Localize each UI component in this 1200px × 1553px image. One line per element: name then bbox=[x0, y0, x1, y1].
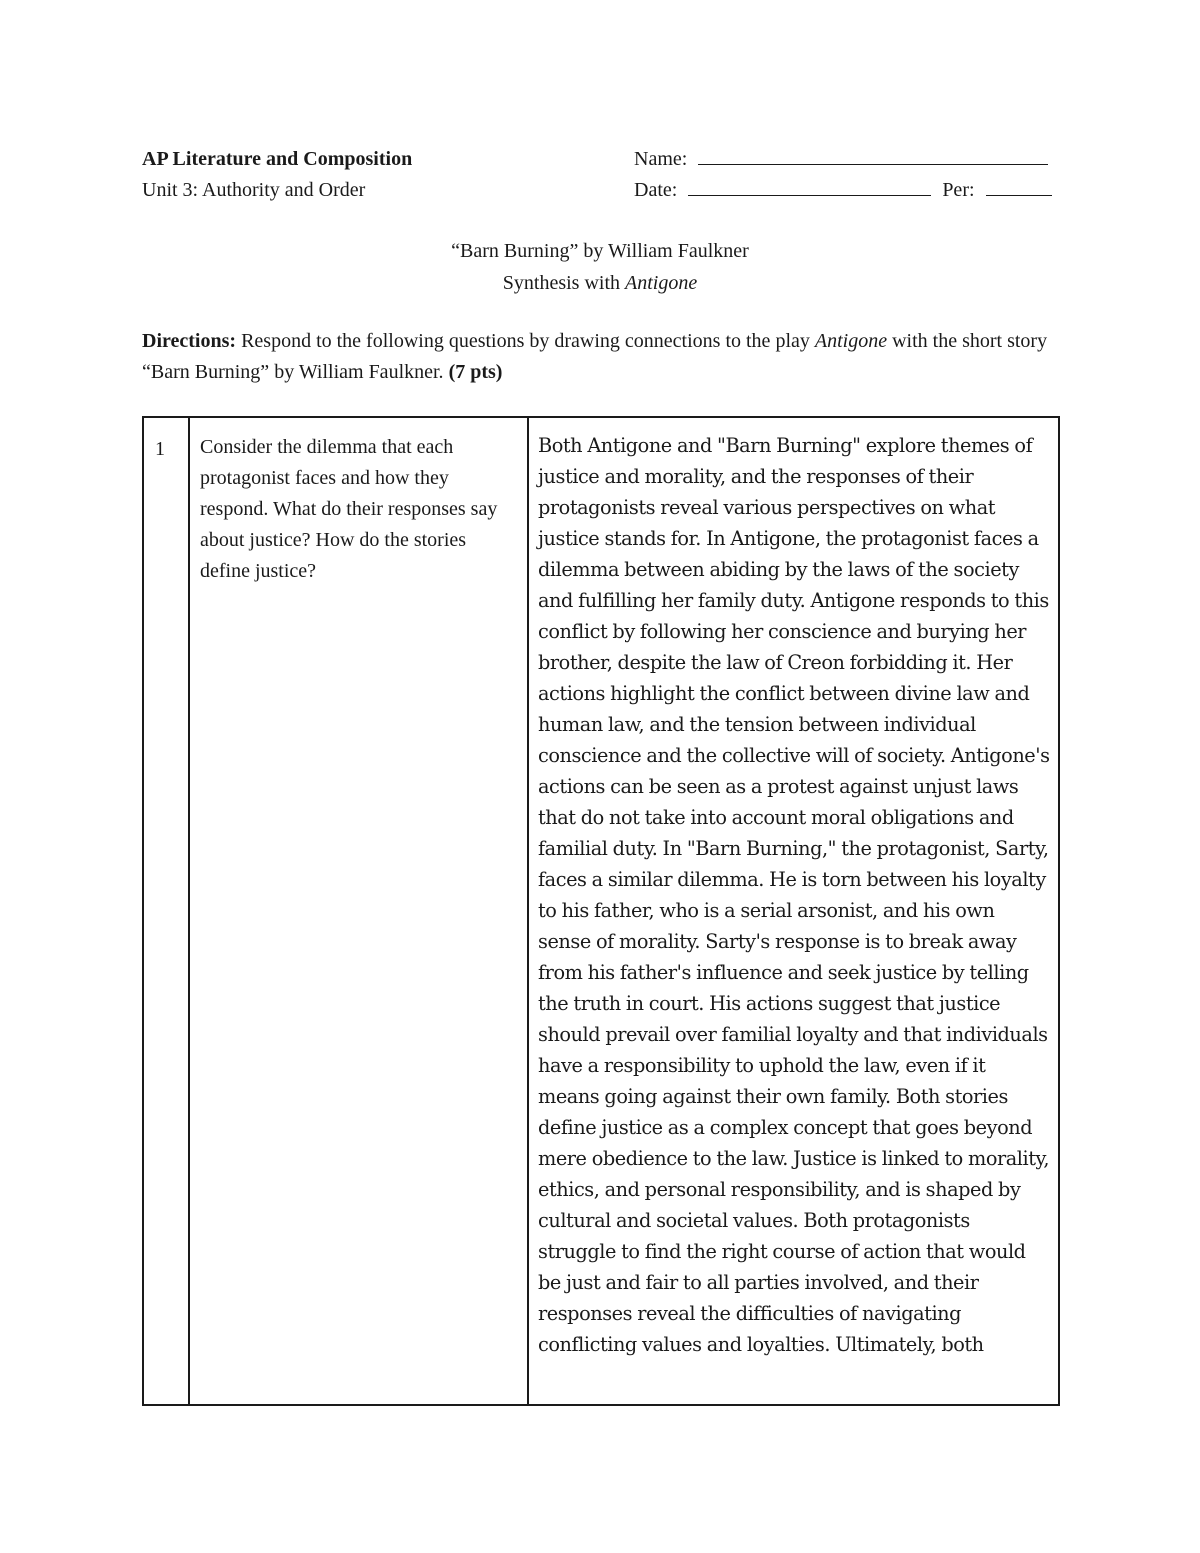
course-title: AP Literature and Composition bbox=[142, 148, 413, 170]
column-divider-2 bbox=[527, 418, 529, 1404]
name-field[interactable] bbox=[698, 146, 1048, 165]
directions-text-1: Respond to the following questions by drawing connections to the play bbox=[236, 330, 815, 352]
directions-text-2: with the short story “Barn Burning” by William Faulkner. bbox=[142, 330, 1048, 383]
period-label: Per: bbox=[942, 179, 975, 201]
directions-play-title: Antigone bbox=[814, 330, 888, 352]
directions-points: (7 pts) bbox=[448, 361, 503, 383]
assignment-title bbox=[0, 235, 1200, 299]
answer-text[interactable]: Both Antigone and "Barn Burning" explore themes of justice and morality, and the responses of their protagonists reveal various perspectives on what justice stands for. In Antigone, the protagonist faces a dilemma between abiding by the laws of the society and fulfilling her family duty. Antigone responds to this conflict by following her conscience and burying her brother, despite the law of Creon forbidding it. Her actions highlight the conflict between divine law and human law, and the tension between individual conscience and the collective will of society. Antigone's actions can be seen as a protest against unjust laws that do not take into account moral obligations and familial duty. In "Barn Burning," the protagonist, Sarty, faces a similar dilemma. He is torn between his loyalty to his father, who is a serial arsonist, and his own sense of morality. Sarty's response is to break away from his father's influence and seek justice by telling the truth in court. His actions suggest that justice should prevail over familial loyalty and that individuals have a responsibility to uphold the law, even if it means going against their own family. Both stories define justice as a complex concept that goes beyond mere obedience to the law. Justice is linked to morality, ethics, and personal responsibility, and is shaped by cultural and societal values. Both protagonists struggle to find the right course of action that would be just and fair to all parties involved, and their responses reveal the difficulties of navigating conflicting values and loyalties. Ultimately, both bbox=[538, 434, 1050, 1356]
column-divider-1 bbox=[188, 418, 190, 1404]
question-table bbox=[142, 416, 1060, 1406]
course-header bbox=[142, 144, 412, 206]
name-line bbox=[634, 144, 1052, 175]
date-field[interactable] bbox=[688, 177, 931, 196]
student-info bbox=[634, 144, 1052, 206]
title-line-2-play: Antigone bbox=[625, 272, 698, 294]
date-period-line bbox=[634, 175, 1052, 206]
directions-label: Directions: bbox=[142, 330, 237, 352]
date-label: Date: bbox=[634, 179, 678, 201]
question-text: Consider the dilemma that each protagonist faces and how they respond. What do their responses say about justice? How do the stories define justice? bbox=[200, 436, 498, 582]
period-field[interactable] bbox=[986, 177, 1052, 196]
title-line-2 bbox=[0, 267, 1200, 299]
title-line-1: “Barn Burning” by William Faulkner bbox=[451, 240, 749, 262]
question-number: 1 bbox=[155, 438, 165, 460]
title-line-2-prefix: Synthesis with bbox=[502, 272, 626, 294]
directions bbox=[142, 326, 1062, 388]
unit-title: Unit 3: Authority and Order bbox=[142, 179, 366, 201]
name-label: Name: bbox=[634, 148, 688, 170]
